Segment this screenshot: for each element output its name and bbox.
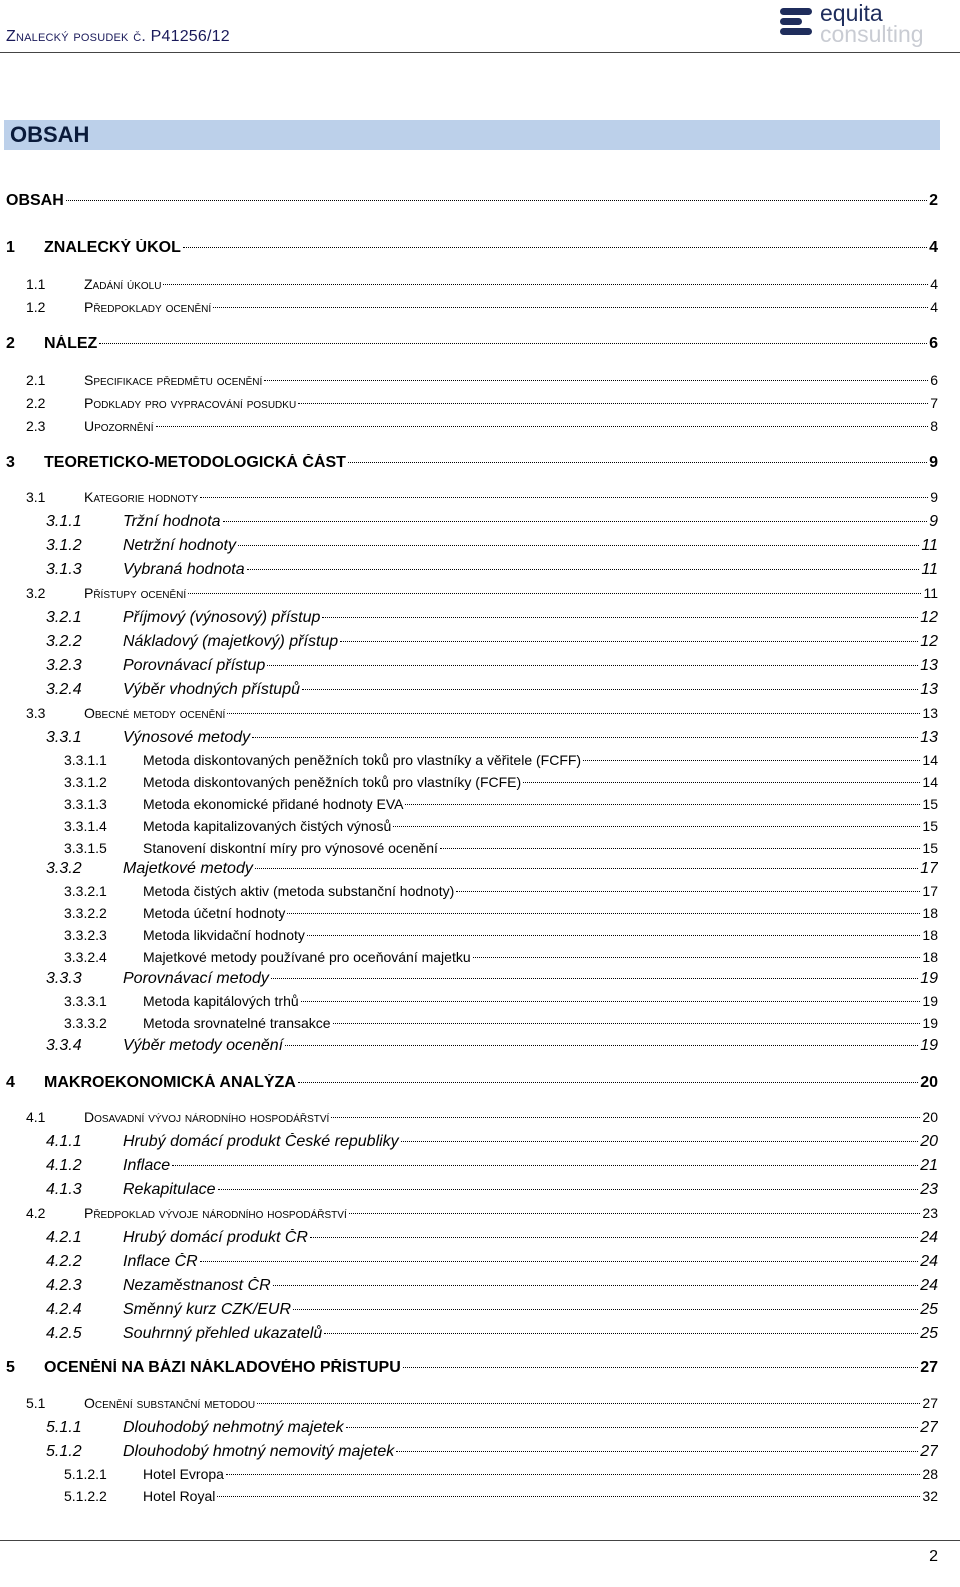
toc-entry-number: 3.3.3.2 [64, 1015, 107, 1031]
footer-divider [0, 1540, 960, 1541]
toc-entry-dot-leader [252, 736, 918, 738]
toc-entry-dot-leader [99, 342, 927, 344]
toc-entry-number: 5 [6, 1359, 15, 1376]
toc-entry[interactable] [6, 1074, 938, 1096]
toc-entry-dot-leader [393, 825, 920, 827]
toc-entry-title: Metoda kapitálových trhů [143, 993, 299, 1009]
toc-entry[interactable] [6, 335, 938, 357]
toc-entry-page: 17 [922, 883, 938, 899]
toc-entry[interactable] [6, 681, 938, 703]
toc-entry-number: 4.2.5 [46, 1325, 82, 1342]
toc-entry-page: 27 [922, 1395, 938, 1411]
toc-entry-dot-leader [264, 379, 928, 381]
toc-entry-title: Nezaměstnanost ČR [123, 1277, 271, 1294]
toc-entry[interactable] [6, 818, 938, 840]
toc-entry-page: 23 [920, 1181, 938, 1198]
toc-entry-dot-leader [287, 912, 920, 914]
section-heading-bar [4, 120, 940, 150]
toc-entry[interactable] [6, 1419, 938, 1441]
toc-entry[interactable] [6, 585, 938, 607]
toc-entry-title: OCENĚNÍ NA BÁZI NÁKLADOVÉHO PŘÍSTUPU [44, 1359, 401, 1376]
toc-entry[interactable] [6, 729, 938, 751]
toc-entry-dot-leader [583, 759, 920, 761]
toc-entry-number: 3.1.2 [46, 537, 82, 554]
toc-entry[interactable] [6, 192, 938, 214]
toc-entry-number: 3.3.2.2 [64, 905, 107, 921]
toc-entry-dot-leader [183, 246, 927, 248]
toc-entry-page: 25 [920, 1325, 938, 1342]
toc-entry-dot-leader [324, 1332, 918, 1334]
toc-entry-page: 4 [929, 239, 938, 256]
toc-entry-number: 3.2 [26, 585, 46, 601]
toc-entry-page: 9 [930, 489, 938, 505]
toc-entry-title: Výnosové metody [123, 729, 251, 746]
toc-entry[interactable] [6, 752, 938, 774]
toc-entry[interactable] [6, 1443, 938, 1465]
toc-entry-title: Porovnávací metody [123, 970, 269, 987]
toc-entry-title: Stanovení diskontní míry pro výnosové ocenění [143, 840, 438, 856]
toc-entry[interactable] [6, 1466, 938, 1488]
toc-entry-dot-leader [257, 1402, 920, 1404]
toc-entry-page: 11 [921, 537, 938, 554]
toc-entry-title: Metoda diskontovaných peněžních toků pro vlastníky (FCFE) [143, 774, 522, 790]
toc-entry-page: 15 [922, 796, 938, 812]
toc-entry[interactable] [6, 970, 938, 992]
toc-entry-page: 23 [922, 1205, 938, 1221]
toc-entry-dot-leader [267, 664, 918, 666]
toc-entry-dot-leader [293, 1308, 918, 1310]
toc-entry-number: 1.1 [26, 276, 46, 292]
toc-entry-number: 3.3.2.1 [64, 883, 107, 899]
toc-entry-number: 2.3 [26, 418, 46, 434]
toc-entry-page: 17 [920, 860, 938, 877]
toc-entry-number: 4.2.4 [46, 1301, 82, 1318]
toc-entry-number: 3.3.2.4 [64, 949, 107, 965]
toc-entry[interactable] [6, 1253, 938, 1275]
toc-entry-number: 3.3.1.5 [64, 840, 107, 856]
toc-entry-page: 20 [922, 1109, 938, 1125]
toc-entry-title: Metoda likvidační hodnoty [143, 927, 305, 943]
toc-entry-title: Nákladový (majetkový) přístup [123, 633, 339, 650]
toc-entry[interactable] [6, 1277, 938, 1299]
toc-entry[interactable] [6, 1133, 938, 1155]
logo-word-consulting: consulting [820, 21, 924, 47]
toc-entry-page: 13 [920, 729, 938, 746]
toc-entry-page: 2 [929, 192, 938, 209]
toc-entry[interactable] [6, 1037, 938, 1059]
toc-entry-title: Porovnávací přístup [123, 657, 266, 674]
toc-entry-dot-leader [310, 1236, 918, 1238]
toc-entry-dot-leader [333, 1022, 921, 1024]
toc-entry-title: OBSAH [6, 192, 64, 209]
toc-entry-page: 27 [920, 1443, 938, 1460]
toc-entry-number: 5.1.2.1 [64, 1466, 107, 1482]
toc-entry-number: 2.1 [26, 372, 46, 388]
toc-entry-number: 3.3.1.2 [64, 774, 107, 790]
equita-logo-mark-icon [778, 6, 814, 42]
toc-entry-number: 3.3 [26, 705, 46, 721]
toc-entry-dot-leader [456, 890, 920, 892]
toc-entry-number: 4.2.3 [46, 1277, 82, 1294]
toc-entry[interactable] [6, 1395, 938, 1417]
toc-entry-page: 32 [922, 1488, 938, 1504]
toc-entry-page: 19 [922, 1015, 938, 1031]
toc-entry-dot-leader [301, 1000, 921, 1002]
toc-entry-page: 15 [922, 840, 938, 856]
toc-entry[interactable] [6, 993, 938, 1015]
toc-entry-title: Tržní hodnota [123, 513, 221, 530]
toc-entry-number: 4.2 [26, 1205, 46, 1221]
toc-entry-title: Inflace [123, 1157, 171, 1174]
toc-entry-page: 24 [920, 1277, 938, 1294]
toc-entry[interactable] [6, 1488, 938, 1510]
toc-entry-title: Metoda účetní hodnoty [143, 905, 286, 921]
toc-entry-number: 1.2 [26, 299, 46, 315]
toc-entry-page: 13 [920, 681, 938, 698]
toc-entry-title: Majetkové metody [123, 860, 253, 877]
toc-entry-number: 5.1.2 [46, 1443, 82, 1460]
toc-entry[interactable] [6, 1301, 938, 1323]
toc-entry-page: 15 [922, 818, 938, 834]
toc-entry-dot-leader [307, 934, 921, 936]
toc-entry-page: 18 [922, 927, 938, 943]
toc-entry-title: Výběr vhodných přístupů [123, 681, 300, 698]
toc-entry-page: 27 [920, 1359, 938, 1376]
toc-entry-dot-leader [405, 803, 920, 805]
toc-entry-number: 1 [6, 239, 15, 256]
page-number: 2 [929, 1548, 938, 1565]
toc-entry-title: Výběr metody ocenění [123, 1037, 284, 1054]
toc-entry-number: 3.3.2.3 [64, 927, 107, 943]
toc-entry-dot-leader [302, 688, 918, 690]
toc-entry-number: 3.1.3 [46, 561, 82, 578]
toc-entry-dot-leader [331, 1116, 920, 1118]
toc-entry[interactable] [6, 489, 938, 511]
toc-entry[interactable] [6, 657, 938, 679]
toc-entry-dot-leader [340, 640, 918, 642]
toc-entry-dot-leader [523, 781, 920, 783]
toc-entry-number: 4.1.3 [46, 1181, 82, 1198]
toc-entry[interactable] [6, 949, 938, 971]
toc-entry-number: 3.3.1.4 [64, 818, 107, 834]
toc-entry[interactable] [6, 705, 938, 727]
toc-entry-number: 3.1 [26, 489, 46, 505]
toc-entry-number: 5.1.1 [46, 1419, 82, 1436]
toc-entry-title: Upozornění [84, 418, 154, 434]
toc-entry-title: Obecné metody ocenění [84, 705, 226, 721]
toc-entry-number: 5.1.2.2 [64, 1488, 107, 1504]
toc-entry-number: 3.3.2 [46, 860, 82, 877]
toc-entry-title: Kategorie hodnoty [84, 489, 199, 505]
toc-entry-dot-leader [255, 867, 918, 869]
toc-entry[interactable] [6, 883, 938, 905]
toc-entry[interactable] [6, 513, 938, 535]
toc-entry-dot-leader [473, 956, 921, 958]
toc-entry-title: Souhrnný přehled ukazatelů [123, 1325, 323, 1342]
toc-entry[interactable] [6, 1109, 938, 1131]
equita-logo [778, 2, 948, 46]
toc-entry-dot-leader [273, 1284, 919, 1286]
toc-entry-dot-leader [440, 847, 920, 849]
toc-entry-dot-leader [200, 496, 928, 498]
toc-entry-number: 2 [6, 335, 15, 352]
toc-entry-dot-leader [227, 712, 920, 714]
toc-entry-number: 4.1 [26, 1109, 46, 1125]
toc-entry-title: Hotel Royal [143, 1488, 216, 1504]
toc-entry-title: Metoda kapitalizovaných čistých výnosů [143, 818, 392, 834]
toc-entry-page: 13 [920, 657, 938, 674]
toc-entry-page: 11 [921, 561, 938, 578]
toc-entry-number: 3.2.3 [46, 657, 82, 674]
toc-entry[interactable] [6, 1015, 938, 1037]
toc-entry-dot-leader [217, 1495, 920, 1497]
toc-entry[interactable] [6, 1325, 938, 1347]
toc-entry[interactable] [6, 1229, 938, 1251]
toc-entry-dot-leader [349, 1212, 921, 1214]
toc-entry[interactable] [6, 774, 938, 796]
toc-entry-dot-leader [223, 520, 928, 522]
toc-entry[interactable] [6, 418, 938, 440]
toc-entry-page: 4 [930, 276, 938, 292]
toc-entry-title: Dlouhodobý hmotný nemovitý majetek [123, 1443, 395, 1460]
toc-entry[interactable] [6, 561, 938, 583]
toc-entry-number: 4.2.2 [46, 1253, 82, 1270]
toc-entry-dot-leader [285, 1044, 918, 1046]
toc-entry-dot-leader [322, 616, 918, 618]
toc-entry-number: 3.2.4 [46, 681, 82, 698]
toc-entry-number: 4.1.2 [46, 1157, 82, 1174]
toc-entry[interactable] [6, 927, 938, 949]
toc-entry-page: 9 [929, 454, 938, 471]
toc-entry-dot-leader [172, 1164, 918, 1166]
toc-entry-dot-leader [247, 568, 920, 570]
toc-entry-number: 3.2.1 [46, 609, 82, 626]
toc-entry-page: 20 [920, 1133, 938, 1150]
toc-entry-page: 19 [920, 970, 938, 987]
toc-entry-dot-leader [156, 425, 929, 427]
toc-entry-page: 24 [920, 1229, 938, 1246]
toc-entry-dot-leader [346, 1426, 919, 1428]
toc-entry[interactable] [6, 395, 938, 417]
toc-entry-dot-leader [188, 592, 921, 594]
toc-entry[interactable] [6, 905, 938, 927]
toc-entry-page: 19 [922, 993, 938, 1009]
toc-entry-dot-leader [200, 1260, 919, 1262]
toc-entry-title: Hotel Evropa [143, 1466, 224, 1482]
toc-entry[interactable] [6, 276, 938, 298]
toc-entry-dot-leader [348, 461, 927, 463]
toc-entry-page: 24 [920, 1253, 938, 1270]
toc-entry-dot-leader [66, 199, 927, 201]
toc-entry-dot-leader [226, 1473, 920, 1475]
toc-entry-page: 25 [920, 1301, 938, 1318]
logo-word-equita: equita [820, 0, 883, 26]
toc-entry-page: 28 [922, 1466, 938, 1482]
toc-entry[interactable] [6, 454, 938, 476]
toc-entry-title: Metoda ekonomické přidané hodnoty EVA [143, 796, 404, 812]
document-title: Znalecký posudek č. P41256/12 [6, 28, 230, 45]
toc-entry-title: Specifikace předmětu ocenění [84, 372, 263, 388]
toc-entry-title: Přístupy ocenění [84, 585, 187, 601]
toc-entry[interactable] [6, 840, 938, 862]
toc-entry-number: 4.2.1 [46, 1229, 82, 1246]
toc-entry[interactable] [6, 1157, 938, 1179]
toc-entry-title: TEORETICKO-METODOLOGICKÁ ČÁST [44, 454, 346, 471]
toc-entry-page: 8 [930, 418, 938, 434]
toc-entry-title: Metoda srovnatelné transakce [143, 1015, 331, 1031]
toc-entry-page: 19 [920, 1037, 938, 1054]
toc-entry-number: 5.1 [26, 1395, 46, 1411]
toc-entry-title: ZNALECKÝ ÚKOL [44, 239, 181, 256]
toc-entry[interactable] [6, 239, 938, 261]
toc-entry-title: Dosavadní vývoj národního hospodářství [84, 1109, 330, 1125]
toc-entry[interactable] [6, 299, 938, 321]
toc-entry-number: 4.1.1 [46, 1133, 82, 1150]
toc-entry-page: 21 [920, 1157, 938, 1174]
toc-entry-number: 3.1.1 [46, 513, 82, 530]
toc-entry[interactable] [6, 860, 938, 882]
toc-entry-page: 12 [920, 609, 938, 626]
toc-entry-page: 7 [930, 395, 938, 411]
toc-entry[interactable] [6, 1181, 938, 1203]
toc-entry-title: Inflace ČR [123, 1253, 198, 1270]
toc-entry-number: 3.3.3 [46, 970, 82, 987]
toc-entry-number: 3 [6, 454, 15, 471]
toc-entry[interactable] [6, 796, 938, 818]
toc-entry-page: 13 [922, 705, 938, 721]
toc-entry-number: 3.3.1.1 [64, 752, 107, 768]
toc-entry-title: Ocenění substanční metodou [84, 1395, 256, 1411]
toc-entry-title: Směnný kurz CZK/EUR [123, 1301, 292, 1318]
toc-entry-number: 3.3.4 [46, 1037, 82, 1054]
toc-entry-dot-leader [163, 283, 928, 285]
toc-entry-page: 12 [920, 633, 938, 650]
toc-entry-number: 2.2 [26, 395, 46, 411]
toc-entry-title: Předpoklady ocenění [84, 299, 212, 315]
toc-entry-page: 27 [920, 1419, 938, 1436]
toc-entry-number: 3.2.2 [46, 633, 82, 650]
toc-entry-number: 3.3.1 [46, 729, 82, 746]
toc-entry-title: Hrubý domácí produkt České republiky [123, 1133, 399, 1150]
toc-entry[interactable] [6, 1359, 938, 1381]
toc-entry-number: 3.3.3.1 [64, 993, 107, 1009]
toc-entry-number: 3.3.1.3 [64, 796, 107, 812]
toc-entry-title: NÁLEZ [44, 335, 98, 352]
toc-entry-title: Podklady pro vypracování posudku [84, 395, 297, 411]
toc-entry-title: Dlouhodobý nehmotný majetek [123, 1419, 344, 1436]
toc-entry-page: 11 [923, 585, 938, 601]
toc-entry-page: 4 [930, 299, 938, 315]
toc-entry-dot-leader [298, 1081, 918, 1083]
toc-entry-dot-leader [396, 1450, 918, 1452]
header-divider [0, 52, 960, 53]
toc-entry[interactable] [6, 1205, 938, 1227]
toc-entry-dot-leader [298, 402, 928, 404]
toc-entry-title: Příjmový (výnosový) přístup [123, 609, 321, 626]
toc-entry-title: Metoda diskontovaných peněžních toků pro vlastníky a věřitele (FCFF) [143, 752, 582, 768]
toc-entry[interactable] [6, 633, 938, 655]
toc-entry-dot-leader [271, 977, 918, 979]
toc-entry[interactable] [6, 537, 938, 559]
toc-entry-page: 14 [922, 752, 938, 768]
toc-entry-title: Zadání úkolu [84, 276, 162, 292]
toc-entry-dot-leader [218, 1188, 919, 1190]
toc-entry-dot-leader [213, 306, 928, 308]
toc-entry-page: 14 [922, 774, 938, 790]
toc-entry-number: 4 [6, 1074, 15, 1091]
toc-entry-title: Rekapitulace [123, 1181, 216, 1198]
toc-entry-dot-leader [401, 1140, 919, 1142]
toc-entry-dot-leader [238, 544, 919, 546]
toc-entry-title: Metoda čistých aktiv (metoda substanční hodnoty) [143, 883, 455, 899]
toc-entry-page: 9 [929, 513, 938, 530]
toc-entry-title: Hrubý domácí produkt ČR [123, 1229, 308, 1246]
toc-entry-title: Netržní hodnoty [123, 537, 236, 554]
toc-entry-page: 6 [930, 372, 938, 388]
toc-entry-dot-leader [403, 1366, 918, 1368]
toc-entry-title: Majetkové metody používané pro oceňování majetku [143, 949, 471, 965]
toc-entry-title: MAKROEKONOMICKÁ ANALÝZA [44, 1074, 296, 1091]
toc-entry-page: 18 [922, 905, 938, 921]
toc-entry-page: 20 [920, 1074, 938, 1091]
toc-entry[interactable] [6, 372, 938, 394]
page-title: OBSAH [10, 122, 90, 147]
toc-entry-title: Předpoklad vývoje národního hospodářství [84, 1205, 347, 1221]
toc-entry-title: Vybraná hodnota [123, 561, 245, 578]
toc-entry-page: 18 [922, 949, 938, 965]
toc-entry[interactable] [6, 609, 938, 631]
toc-entry-page: 6 [929, 335, 938, 352]
